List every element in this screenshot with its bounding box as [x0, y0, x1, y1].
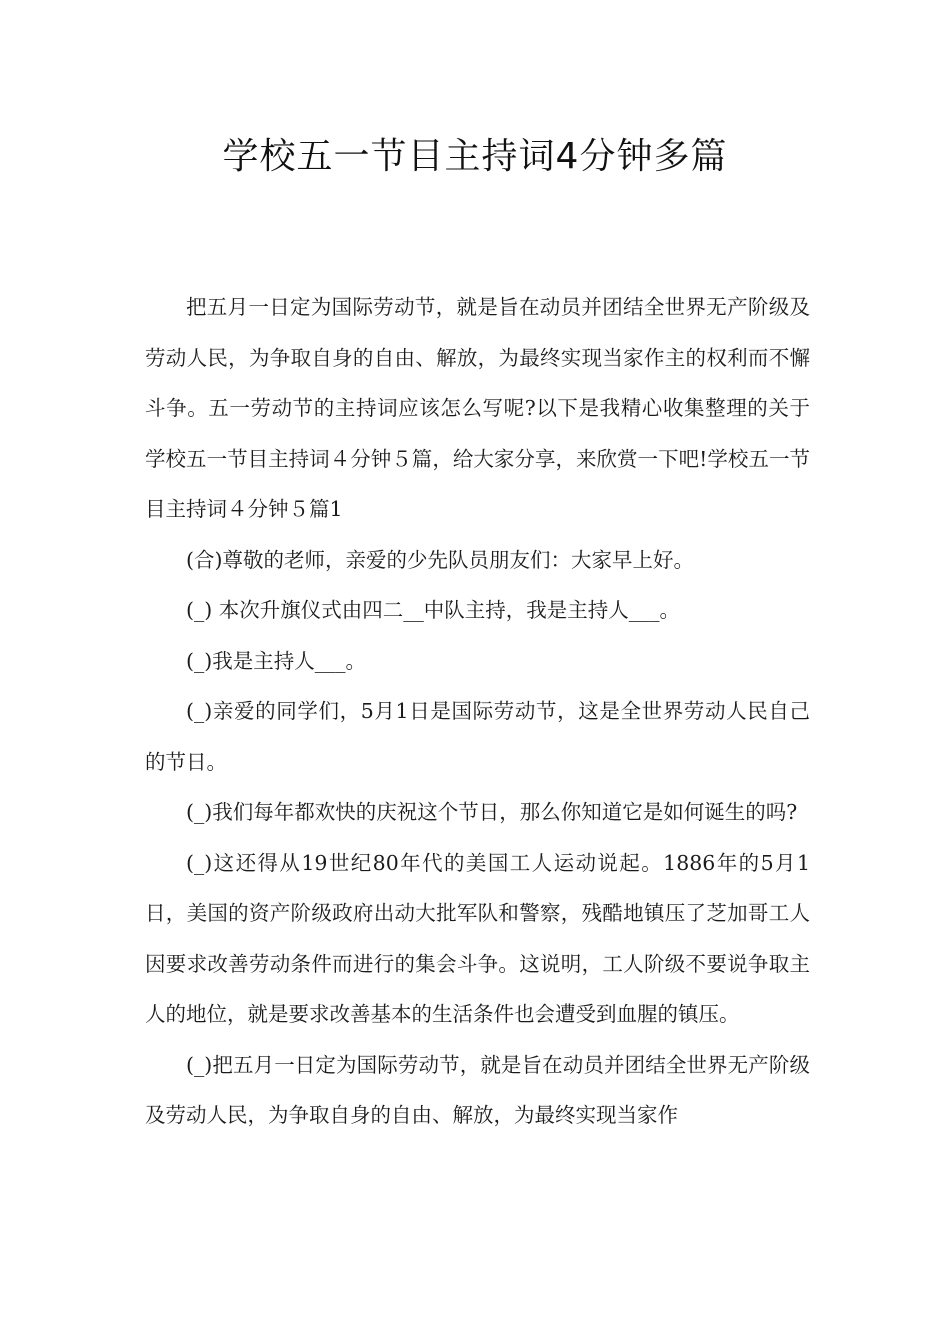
paragraph: (_)我是主持人___。 — [186, 648, 366, 673]
document-title: 学校五一节目主持词4分钟多篇 — [222, 136, 728, 177]
paragraph: (_)把五月一日定为国际劳动节，就是旨在动员并团结全世界无产阶级及劳动人民，为争取自身的自由、解放，为最终实现当家作 — [145, 1052, 810, 1127]
document-body — [145, 282, 810, 1141]
paragraph: (_)我们每年都欢快的庆祝这个节日，那么你知道它是如何诞生的吗? — [186, 800, 798, 824]
paragraph: (_)这还得从19世纪80年代的美国工人运动说起。1886年的5月1日，美国的资产阶级政府出动大批军队和警察，残酷地镇压了芝加哥工人因要求改善劳动条件而进行的集会斗争。这说明，工人阶级不要说争取主人的地位，就是要求改善基本的生活条件也会遭受到血腥的镇压。 — [145, 850, 810, 1026]
paragraph: (合)尊敬的老师，亲爱的少先队员朋友们：大家早上好。 — [186, 547, 694, 572]
paragraph: (_)亲爱的同学们，5月1日是国际劳动节，这是全世界劳动人民自己的节日。 — [145, 699, 810, 774]
paragraph: 把五月一日定为国际劳动节，就是旨在动员并团结全世界无产阶级及劳动人民，为争取自身的自由、解放，为最终实现当家作主的权利而不懈斗争。五一劳动节的主持词应该怎么写呢?以下是我精心收集整理的关于学校五一节目主持词４分钟５篇，给大家分享，来欣赏一下吧!学校五一节目主持词４分钟５篇1 — [145, 295, 810, 521]
paragraph: (_) 本次升旗仪式由四二__中队主持，我是主持人___。 — [186, 598, 681, 622]
